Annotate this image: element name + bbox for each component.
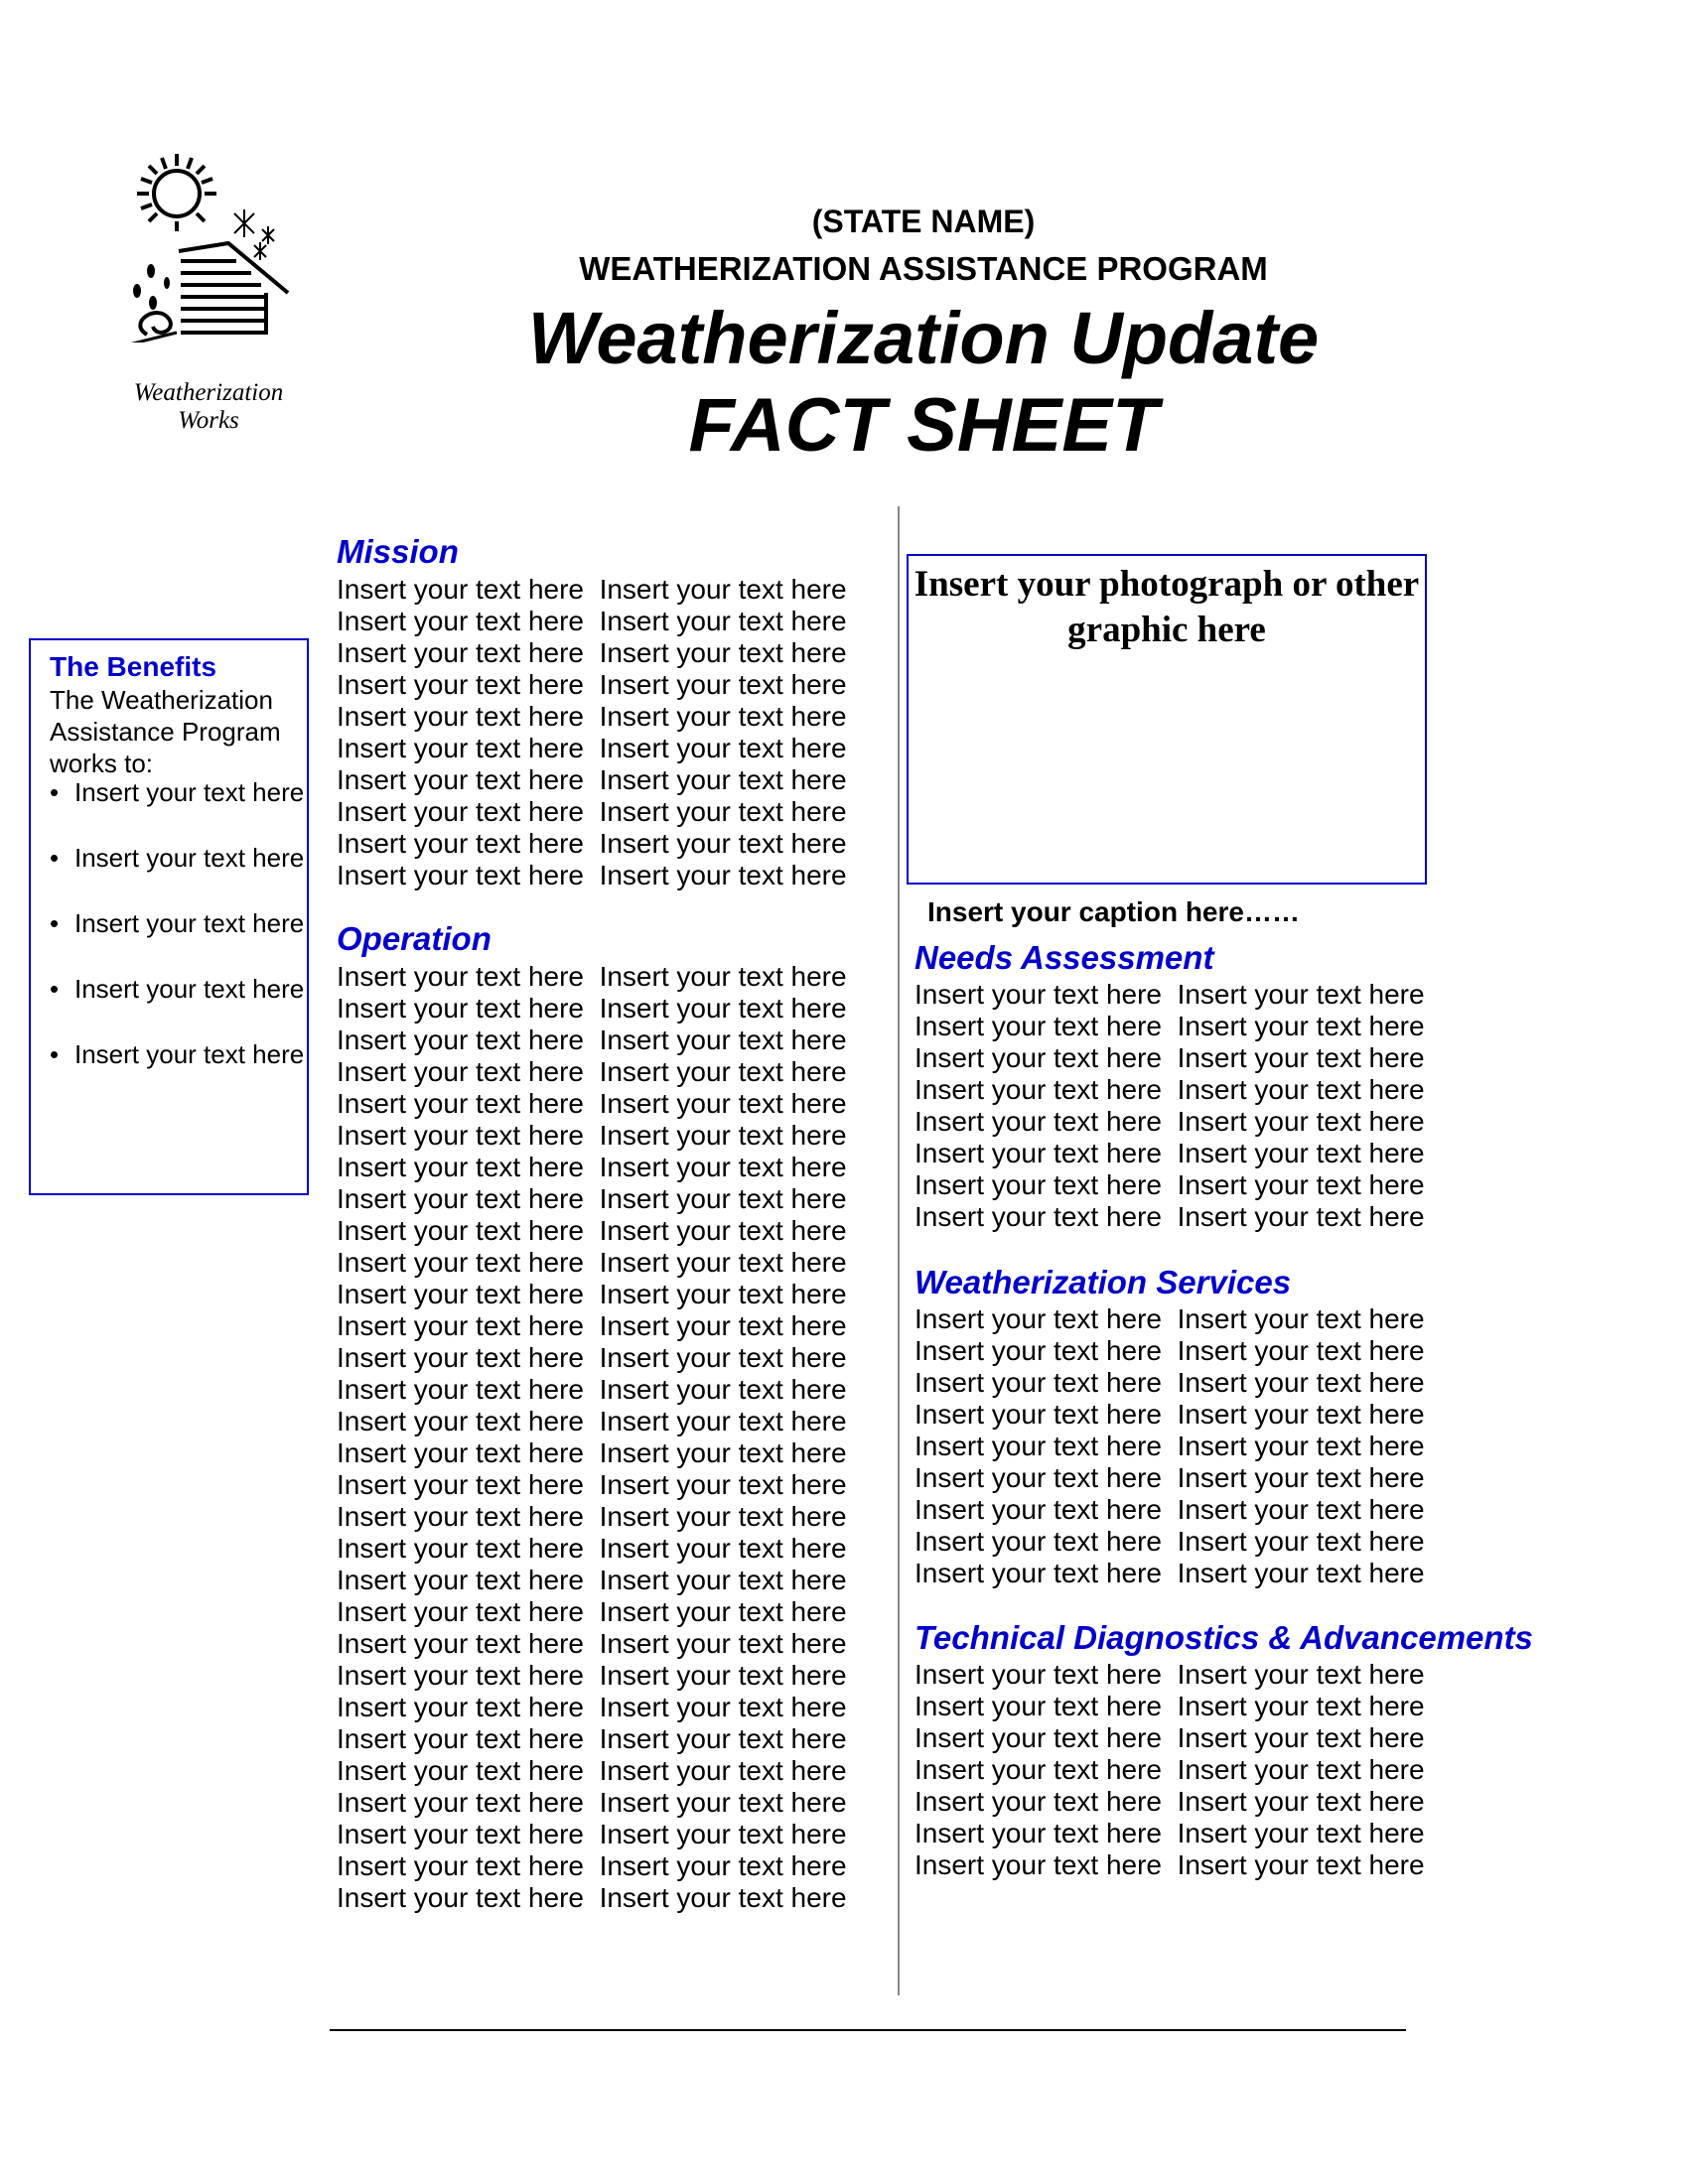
text-line: Insert your text here Insert your text here: [337, 860, 847, 890]
text-line: Insert your text here Insert your text here: [337, 1660, 847, 1691]
weatherization-house-logo-icon: [117, 144, 296, 342]
text-line: Insert your text here Insert your text here: [337, 1406, 847, 1436]
text-line: Insert your text here Insert your text here: [914, 1335, 1425, 1366]
text-line: Insert your text here Insert your text here: [337, 1596, 847, 1627]
text-line: Insert your text here Insert your text here: [914, 1042, 1425, 1073]
needs-assessment-body: [914, 979, 1425, 1233]
text-line: Insert your text here Insert your text here: [337, 1628, 847, 1659]
benefit-item-text: Insert your text here: [74, 1039, 305, 1069]
weatherization-services-body: [914, 1303, 1425, 1589]
text-line: Insert your text here Insert your text here: [914, 1754, 1425, 1785]
technical-diagnostics-body: [914, 1659, 1425, 1881]
text-line: Insert your text here Insert your text here: [337, 637, 847, 668]
text-line: Insert your text here Insert your text here: [337, 1310, 847, 1341]
text-line: Insert your text here Insert your text here: [337, 1755, 847, 1786]
bullet-icon: •: [50, 843, 60, 873]
text-line: Insert your text here Insert your text here: [337, 1056, 847, 1087]
text-line: Insert your text here Insert your text here: [337, 1374, 847, 1405]
program-name: WEATHERIZATION ASSISTANCE PROGRAM: [579, 250, 1268, 287]
text-line: Insert your text here Insert your text here: [337, 1437, 847, 1468]
text-line: Insert your text here Insert your text here: [914, 1494, 1425, 1525]
text-line: Insert your text here Insert your text here: [914, 1201, 1425, 1232]
text-line: Insert your text here Insert your text here: [337, 993, 847, 1024]
text-line: Insert your text here Insert your text here: [337, 1088, 847, 1119]
text-line: Insert your text here Insert your text here: [337, 574, 847, 605]
text-line: Insert your text here Insert your text here: [337, 1787, 847, 1818]
text-line: Insert your text here Insert your text here: [914, 1786, 1425, 1817]
bullet-icon: •: [50, 974, 60, 1004]
text-line: Insert your text here Insert your text here: [337, 1565, 847, 1595]
text-line: Insert your text here Insert your text here: [914, 1659, 1425, 1690]
text-line: Insert your text here Insert your text here: [914, 1138, 1425, 1168]
text-line: Insert your text here Insert your text here: [337, 961, 847, 992]
text-line: Insert your text here Insert your text here: [337, 1342, 847, 1373]
text-line: Insert your text here Insert your text here: [914, 1303, 1425, 1334]
text-line: Insert your text here Insert your text here: [337, 1024, 847, 1055]
benefit-item: [50, 842, 304, 874]
benefit-item-text: Insert your text here: [74, 908, 305, 938]
mission-body: [337, 574, 847, 891]
weatherization-services-heading: Weatherization Services: [914, 1264, 1292, 1300]
text-line: Insert your text here Insert your text here: [337, 1279, 847, 1309]
text-line: Insert your text here Insert your text here: [337, 606, 847, 636]
text-line: Insert your text here Insert your text here: [337, 1533, 847, 1564]
text-line: Insert your text here Insert your text here: [337, 1183, 847, 1214]
footer-rule: [330, 2029, 1406, 2031]
text-line: Insert your text here Insert your text here: [914, 1106, 1425, 1137]
text-line: Insert your text here Insert your text here: [914, 1691, 1425, 1721]
text-line: Insert your text here Insert your text here: [337, 1850, 847, 1881]
text-line: Insert your text here Insert your text here: [914, 1074, 1425, 1105]
benefit-item-text: Insert your text here: [74, 974, 305, 1004]
text-line: Insert your text here Insert your text here: [914, 1169, 1425, 1200]
bullet-icon: •: [50, 777, 60, 807]
benefit-item: [50, 776, 304, 808]
text-line: Insert your text here Insert your text here: [914, 1399, 1425, 1430]
text-line: Insert your text here Insert your text here: [337, 1692, 847, 1722]
bullet-icon: •: [50, 908, 60, 938]
text-line: Insert your text here Insert your text here: [337, 701, 847, 732]
text-line: Insert your text here Insert your text here: [914, 1011, 1425, 1041]
operation-body: [337, 961, 847, 1914]
photo-caption: Insert your caption here……: [927, 896, 1300, 927]
photo-placeholder-text: Insert your photograph or other graphic here: [914, 564, 1420, 650]
text-line: Insert your text here Insert your text here: [337, 1723, 847, 1754]
mission-heading: Mission: [337, 533, 459, 570]
text-line: Insert your text here Insert your text here: [337, 1469, 847, 1500]
text-line: Insert your text here Insert your text here: [337, 1501, 847, 1532]
technical-diagnostics-heading: Technical Diagnostics & Advancements: [914, 1619, 1533, 1656]
column-divider: [898, 506, 900, 1995]
text-line: Insert your text here Insert your text here: [914, 1849, 1425, 1880]
benefit-item-text: Insert your text here: [74, 777, 305, 807]
text-line: Insert your text here Insert your text here: [914, 1431, 1425, 1461]
text-line: Insert your text here Insert your text here: [337, 764, 847, 795]
benefit-item-text: Insert your text here: [74, 843, 305, 873]
text-line: Insert your text here Insert your text here: [337, 1882, 847, 1913]
benefit-item: [50, 1038, 304, 1070]
text-line: Insert your text here Insert your text here: [337, 1247, 847, 1278]
text-line: Insert your text here Insert your text here: [914, 1526, 1425, 1557]
text-line: Insert your text here Insert your text here: [337, 1819, 847, 1849]
logo-caption-line2: Works: [178, 407, 239, 434]
text-line: Insert your text here Insert your text here: [914, 1558, 1425, 1588]
text-line: Insert your text here Insert your text here: [337, 733, 847, 763]
benefits-intro: The Weatherization Assistance Program works to:: [50, 685, 281, 778]
logo-caption: [99, 379, 318, 435]
page-subtitle: FACT SHEET: [688, 383, 1159, 468]
text-line: Insert your text here Insert your text here: [337, 1215, 847, 1246]
benefit-item: [50, 973, 304, 1005]
benefits-title: The Benefits: [50, 651, 217, 682]
bullet-icon: •: [50, 1039, 60, 1069]
text-line: Insert your text here Insert your text here: [914, 1722, 1425, 1753]
benefit-item: [50, 907, 304, 939]
text-line: Insert your text here Insert your text here: [914, 979, 1425, 1010]
text-line: Insert your text here Insert your text here: [337, 796, 847, 827]
text-line: Insert your text here Insert your text here: [914, 1818, 1425, 1848]
text-line: Insert your text here Insert your text here: [337, 828, 847, 859]
page-title: Weatherization Update: [527, 297, 1320, 379]
needs-assessment-heading: Needs Assessment: [914, 939, 1214, 976]
text-line: Insert your text here Insert your text here: [914, 1367, 1425, 1398]
text-line: Insert your text here Insert your text here: [337, 669, 847, 700]
text-line: Insert your text here Insert your text here: [337, 1120, 847, 1151]
text-line: Insert your text here Insert your text here: [337, 1152, 847, 1182]
text-line: Insert your text here Insert your text here: [914, 1462, 1425, 1493]
operation-heading: Operation: [337, 920, 492, 957]
state-name: (STATE NAME): [811, 204, 1036, 239]
logo-caption-line1: Weatherization: [133, 379, 284, 406]
